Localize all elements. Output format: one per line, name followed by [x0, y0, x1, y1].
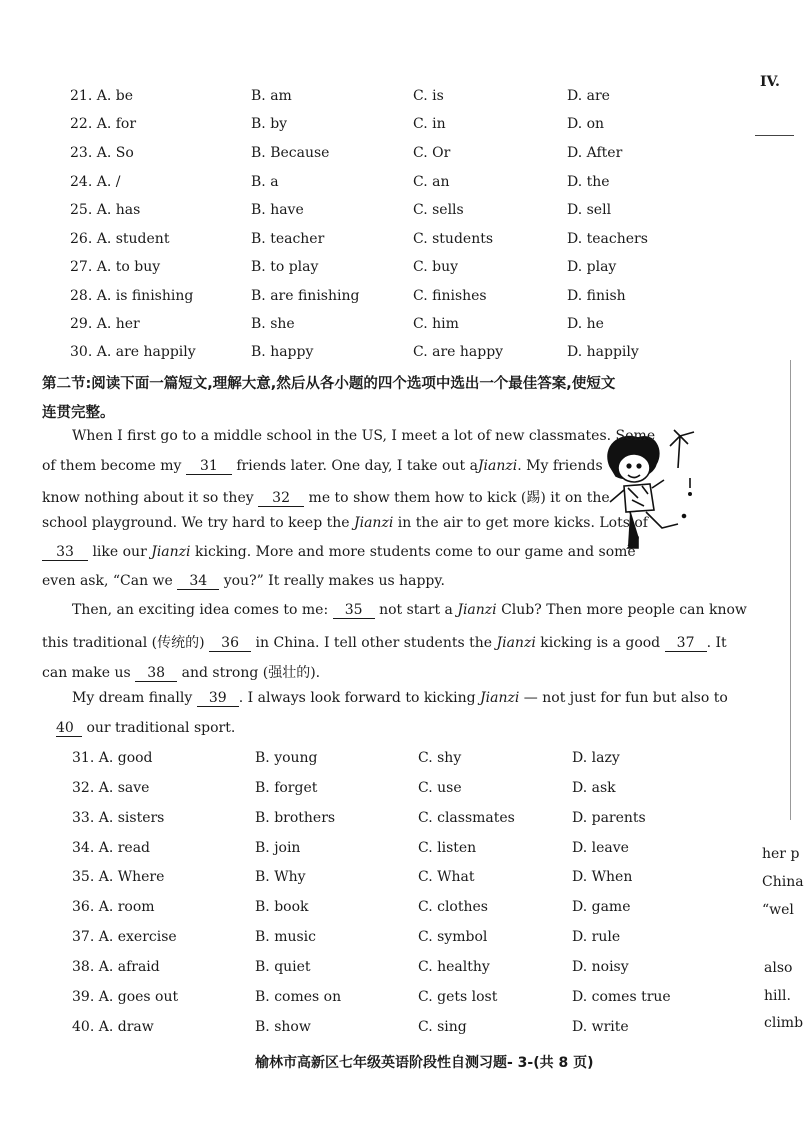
blank-34: 34: [177, 574, 219, 590]
option-c: C. gets lost: [418, 989, 498, 1005]
text: . My friends: [517, 458, 603, 474]
option-a: 27. A. to buy: [70, 259, 161, 275]
option-b: B. brothers: [255, 810, 336, 826]
option-d: D. finish: [567, 288, 626, 304]
option-row: [0, 840, 740, 862]
option-b: B. join: [255, 840, 301, 856]
option-c: C. an: [413, 174, 450, 190]
option-row: [0, 116, 740, 138]
option-d: D. rule: [572, 929, 621, 945]
jianzi-word: Jianzi: [496, 635, 536, 651]
option-b: B. am: [251, 88, 292, 104]
option-row: [0, 780, 740, 802]
option-row: [0, 959, 740, 981]
option-d: D. he: [567, 316, 604, 332]
blank-35: 35: [333, 603, 375, 619]
option-a: 40. A. draw: [72, 1019, 154, 1035]
jianzi-word: Jianzi: [477, 458, 518, 474]
passage-line: [42, 458, 603, 475]
blank-36: 36: [209, 636, 251, 652]
text: in China. I tell other students the: [255, 635, 493, 651]
text: friends later. One day, I take out a: [236, 458, 478, 474]
text: kicking is a good: [540, 635, 661, 651]
text-zh: 传统的: [157, 635, 200, 651]
text: even ask, “Can we: [42, 573, 173, 589]
text: school playground. We try hard to keep the: [42, 515, 350, 531]
option-d: D. When: [572, 869, 633, 885]
option-row: [0, 88, 740, 110]
option-d: D. leave: [572, 840, 629, 856]
option-c: C. shy: [418, 750, 462, 766]
option-a: 39. A. goes out: [72, 989, 179, 1005]
cropped-word: “wel: [762, 902, 794, 918]
cropped-word: also: [764, 960, 793, 976]
option-row: [0, 989, 740, 1011]
option-c: C. use: [418, 780, 462, 796]
option-c: C. What: [418, 869, 475, 885]
option-c: C. sells: [413, 202, 464, 218]
section-iv-heading: IV.: [760, 74, 780, 90]
option-row: [0, 231, 740, 253]
option-a: 28. A. is finishing: [70, 288, 194, 304]
option-b: B. teacher: [251, 231, 325, 247]
passage-line: [42, 515, 648, 531]
text: our traditional sport.: [86, 720, 236, 736]
section-heading-cont: 连贯完整。: [42, 405, 115, 421]
section-heading: 第二节:阅读下面一篇短文,理解大意,然后从各小题的四个选项中选出一个最佳答案,使短文: [42, 376, 616, 392]
jianzi-word: Jianzi: [353, 515, 394, 531]
passage-line: [42, 662, 320, 682]
option-b: B. comes on: [255, 989, 342, 1005]
text: kicking. More and more students come to our game and some: [194, 544, 636, 560]
option-b: B. quiet: [255, 959, 311, 975]
option-a: 30. A. are happily: [70, 344, 196, 360]
text-zh: 踢: [526, 490, 541, 506]
option-a: 26. A. student: [70, 231, 170, 247]
blank-33: 33: [42, 545, 88, 561]
text: ): [199, 635, 205, 651]
option-b: B. show: [255, 1019, 311, 1035]
text: . It: [706, 635, 727, 651]
option-a: 29. A. her: [70, 316, 140, 332]
passage-line: When I first go to a middle school in the US, I meet a lot of new classmates. Some: [72, 428, 656, 444]
option-c: C. healthy: [418, 959, 490, 975]
option-row: [0, 259, 740, 281]
cropped-word: her p: [762, 846, 800, 862]
option-a: 36. A. room: [72, 899, 155, 915]
option-b: B. by: [251, 116, 288, 132]
option-c: C. classmates: [418, 810, 515, 826]
option-c: C. in: [413, 116, 446, 132]
option-b: B. she: [251, 316, 295, 332]
option-d: D. play: [567, 259, 617, 275]
text: — not just for fun but also to: [523, 690, 728, 706]
option-a: 37. A. exercise: [72, 929, 177, 945]
option-d: D. happily: [567, 344, 639, 360]
passage-line: [56, 720, 235, 737]
option-row: [0, 288, 740, 310]
text: not start a: [379, 602, 453, 618]
option-a: 33. A. sisters: [72, 810, 165, 826]
cropped-word: climb: [764, 1015, 804, 1031]
option-a: 31. A. good: [72, 750, 153, 766]
option-b: B. forget: [255, 780, 318, 796]
cropped-word: hill.: [764, 988, 791, 1004]
option-d: D. on: [567, 116, 605, 132]
option-row: [0, 145, 740, 167]
text: Then, an exciting idea comes to me:: [72, 602, 329, 618]
option-c: C. clothes: [418, 899, 488, 915]
divider: [755, 135, 794, 136]
option-c: C. finishes: [413, 288, 487, 304]
option-d: D. comes true: [572, 989, 671, 1005]
option-a: 23. A. So: [70, 145, 134, 161]
blank-38: 38: [135, 666, 177, 682]
blank-39: 39: [197, 691, 239, 707]
blank-40: 40: [56, 721, 82, 737]
option-d: D. write: [572, 1019, 629, 1035]
option-b: B. a: [251, 174, 279, 190]
text: this traditional (: [42, 635, 158, 651]
option-b: B. have: [251, 202, 304, 218]
option-b: B. music: [255, 929, 316, 945]
jianzi-word: Jianzi: [151, 544, 191, 560]
option-b: B. Why: [255, 869, 306, 885]
option-b: B. Because: [251, 145, 330, 161]
option-row: [0, 810, 740, 832]
option-b: B. are finishing: [251, 288, 360, 304]
option-d: D. ask: [572, 780, 616, 796]
option-b: B. to play: [251, 259, 319, 275]
option-row: [0, 344, 740, 366]
option-row: [0, 316, 740, 338]
option-c: C. are happy: [413, 344, 504, 360]
text: of them become my: [42, 458, 182, 474]
text: know nothing about it so they: [42, 490, 254, 506]
option-d: D. the: [567, 174, 610, 190]
option-d: D. sell: [567, 202, 612, 218]
blank-32: 32: [258, 491, 304, 507]
option-c: C. listen: [418, 840, 477, 856]
text: me to show them how to kick (: [308, 490, 527, 506]
jianzi-word: Jianzi: [480, 690, 520, 706]
passage-line: [42, 632, 727, 652]
option-row: [0, 929, 740, 951]
option-d: D. teachers: [567, 231, 648, 247]
option-c: C. Or: [413, 145, 451, 161]
text-zh: 强壮的: [268, 665, 311, 681]
option-a: 32. A. save: [72, 780, 150, 796]
text: like our: [92, 544, 147, 560]
option-d: D. lazy: [572, 750, 620, 766]
passage-line: [72, 690, 728, 707]
option-a: 38. A. afraid: [72, 959, 160, 975]
text: . I always look forward to kicking: [238, 690, 476, 706]
blank-37: 37: [665, 636, 707, 652]
option-d: D. After: [567, 145, 623, 161]
text: in the air to get more kicks. Lots of: [397, 515, 648, 531]
text: Club? Then more people can know: [501, 602, 747, 618]
option-a: 25. A. has: [70, 202, 141, 218]
text: My dream finally: [72, 690, 193, 706]
option-row: [0, 174, 740, 196]
page-footer: 榆林市高新区七年级英语阶段性自测习题- 3-(共 8 页): [255, 1055, 594, 1071]
option-a: 35. A. Where: [72, 869, 165, 885]
option-a: 22. A. for: [70, 116, 137, 132]
option-row: [0, 750, 740, 772]
option-c: C. sing: [418, 1019, 467, 1035]
kid-kicking-jianzi-illustration: [598, 428, 706, 556]
option-a: 21. A. be: [70, 88, 133, 104]
option-row: [0, 899, 740, 921]
option-a: 24. A. /: [70, 174, 121, 190]
text: can make us: [42, 665, 131, 681]
option-b: B. book: [255, 899, 309, 915]
option-a: 34. A. read: [72, 840, 151, 856]
cropped-word: China: [762, 874, 804, 890]
passage-line: [72, 602, 747, 619]
option-c: C. him: [413, 316, 459, 332]
option-row: [0, 202, 740, 224]
passage-line: [42, 487, 610, 507]
text: you?” It really makes us happy.: [223, 573, 445, 589]
blank-31: 31: [186, 459, 232, 475]
option-row: [0, 869, 740, 891]
option-c: C. buy: [413, 259, 459, 275]
option-c: C. students: [413, 231, 494, 247]
text: ) it on the: [540, 490, 610, 506]
text: ).: [310, 665, 321, 681]
option-row: [0, 1019, 740, 1041]
option-d: D. noisy: [572, 959, 629, 975]
option-c: C. is: [413, 88, 444, 104]
option-b: B. happy: [251, 344, 314, 360]
option-c: C. symbol: [418, 929, 488, 945]
option-b: B. young: [255, 750, 318, 766]
option-d: D. parents: [572, 810, 646, 826]
passage-line: [42, 544, 636, 561]
option-d: D. game: [572, 899, 631, 915]
passage-line: [42, 573, 445, 590]
text: and strong (: [181, 665, 269, 681]
jianzi-word: Jianzi: [457, 602, 497, 618]
option-d: D. are: [567, 88, 610, 104]
divider: [790, 360, 791, 820]
